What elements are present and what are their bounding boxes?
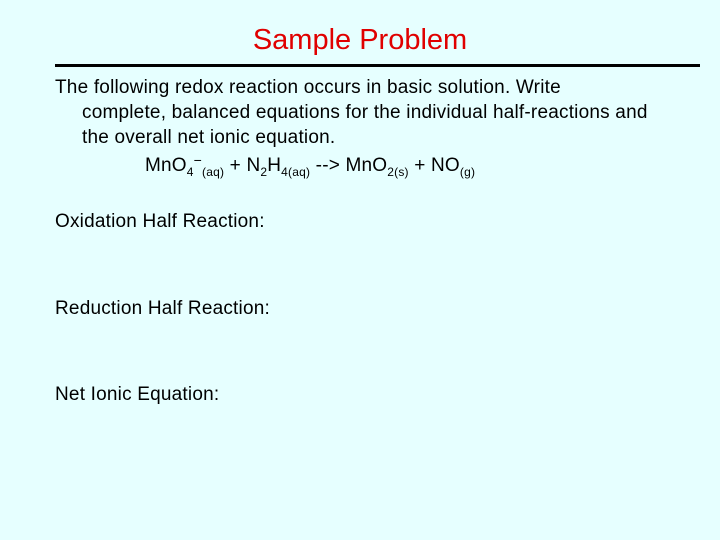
plus-sign: + [224,155,247,176]
plus-sign: + [408,155,432,176]
oxidation-half-reaction-label: Oxidation Half Reaction: [55,211,265,232]
mno2-subscript: 2(s) [387,165,409,179]
title-divider [55,64,700,67]
product-mno2 [345,155,409,179]
reactant-permanganate [145,152,225,179]
reduction-half-reaction-label: Reduction Half Reaction: [55,298,270,319]
permanganate-subscript: 4 [186,165,194,179]
mno2-formula: MnO [345,155,388,176]
product-no [431,155,476,179]
no-formula: NO [431,155,460,176]
hydrazine-h: H [267,155,282,176]
problem-line-1: The following redox reaction occurs in basic solution. Write [55,77,561,98]
problem-line-2: complete, balanced equations for the individual half-reactions and [82,102,648,123]
problem-statement [55,75,675,150]
hydrazine-n-subscript: 2 [260,165,268,179]
hydrazine-n: N [246,155,261,176]
problem-line-3: the overall net ionic equation. [82,127,336,148]
no-subscript: (g) [459,165,476,179]
hydrazine-h-subscript: 4(aq) [281,165,311,179]
reactant-hydrazine [246,155,311,179]
permanganate-formula: MnO [145,155,187,176]
net-ionic-equation-label: Net Ionic Equation: [55,384,220,405]
reaction-equation [145,152,475,180]
reaction-arrow: --> [310,155,346,176]
permanganate-state: (aq) [202,165,225,179]
permanganate-charge: − [193,152,203,168]
slide-title: Sample Problem [252,24,468,56]
